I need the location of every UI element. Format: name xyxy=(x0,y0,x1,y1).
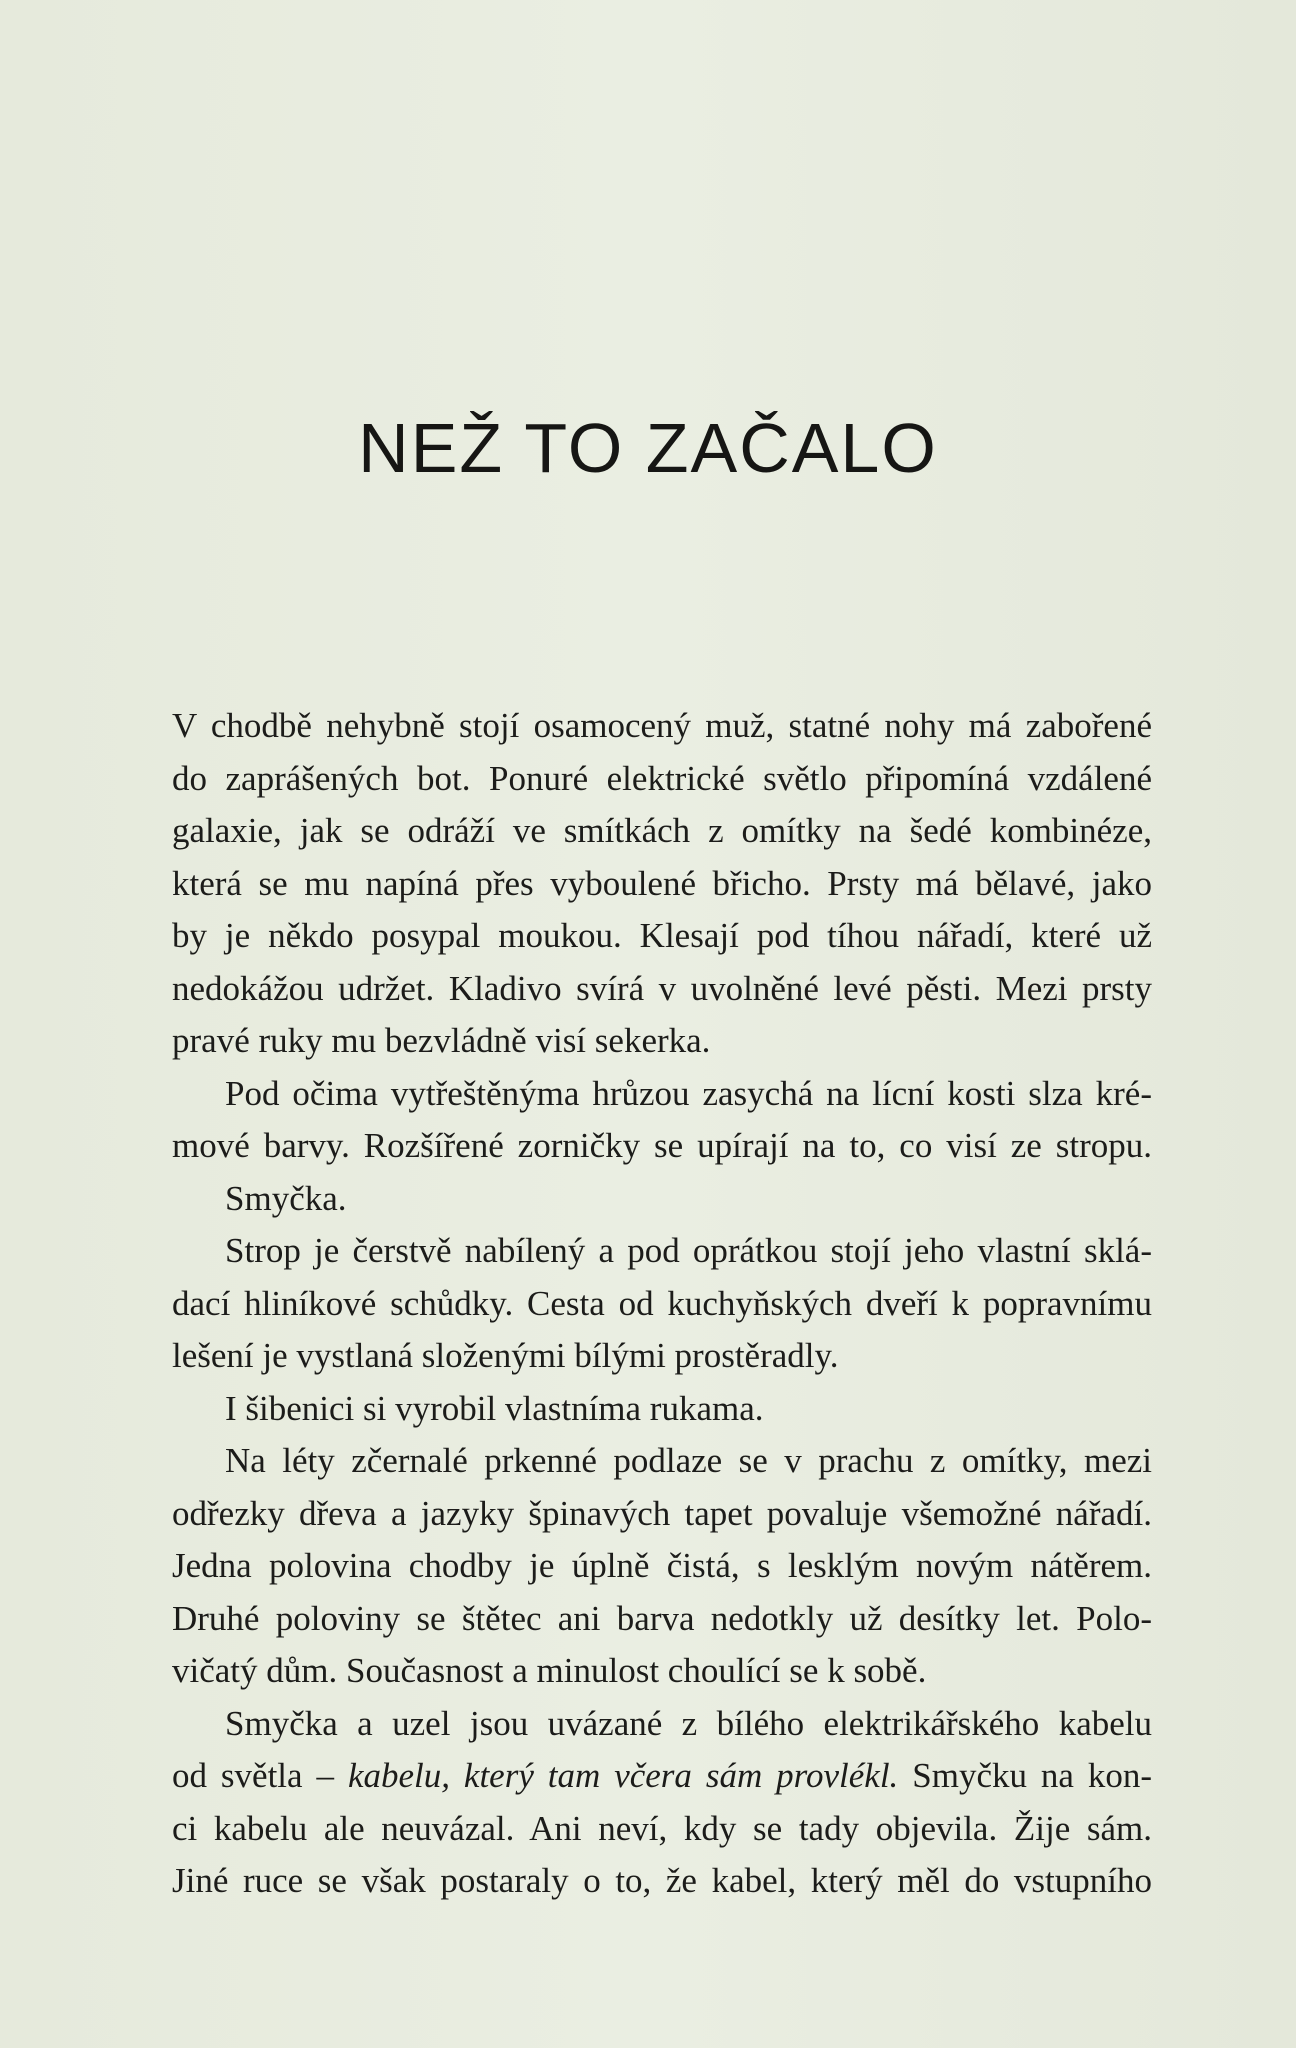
text-line: I šibenici si vyrobil vlastníma rukama. xyxy=(225,1388,764,1428)
text-segment: Smyčku na kon- xyxy=(912,1756,1152,1795)
text-line: pravé ruky mu bezvládně visí sekerka. xyxy=(172,1021,711,1060)
text-line: Strop je čerstvě nabílený a pod oprátkou stojí jeho vlastní sklá- xyxy=(225,1231,1152,1270)
text-line: galaxie, jak se odráží ve smítkách z omítky na šedé kombinéze, xyxy=(172,811,1152,850)
text-line: Pod očima vytřeštěnýma hrůzou zasychá na lícní kosti slza kré- xyxy=(225,1073,1152,1113)
text-line: nedokážou udržet. Kladivo svírá v uvolněné levé pěsti. Mezi prsty xyxy=(172,968,1152,1008)
text-line: Druhé poloviny se štětec ani barva nedotkly už desítky let. Polo- xyxy=(172,1598,1152,1638)
text-line: V chodbě nehybně stojí osamocený muž, statné nohy má zabořené xyxy=(172,706,1152,745)
text-line: do zaprášených bot. Ponuré elektrické světlo připomíná vzdálené xyxy=(172,758,1152,798)
text-line: Smyčka a uzel jsou uvázané z bílého elektrikářského kabelu xyxy=(225,1703,1152,1743)
text-line: by je někdo posypal moukou. Klesají pod tíhou nářadí, které už xyxy=(172,916,1152,955)
text-line: odřezky dřeva a jazyky špinavých tapet povaluje všemožné nářadí. xyxy=(172,1493,1152,1533)
body-text xyxy=(172,700,1152,1908)
text-line: Smyčka. xyxy=(225,1178,347,1218)
text-line: dací hliníkové schůdky. Cesta od kuchyňských dveří k popravnímu xyxy=(172,1283,1152,1323)
chapter-title: NEŽ TO ZAČALO xyxy=(358,409,938,487)
text-line: lešení je vystlaná složenými bílými prostěradly. xyxy=(172,1336,839,1375)
text-line: vičatý dům. Současnost a minulost choulící se k sobě. xyxy=(172,1651,927,1690)
text-line: ci kabelu ale neuvázal. Ani neví, kdy se tady objevila. Žije sám. xyxy=(172,1808,1152,1848)
text-line: mové barvy. Rozšířené zorničky se upírají na to, co visí ze stropu. xyxy=(172,1126,1152,1165)
italic-text: kabelu, který tam včera sám provlékl. xyxy=(347,1756,899,1795)
text-line: Jedna polovina chodby je úplně čistá, s lesklým novým nátěrem. xyxy=(172,1546,1152,1585)
text-line: Jiné ruce se však postaraly o to, že kabel, který měl do vstupního xyxy=(172,1861,1152,1900)
text-line: která se mu napíná přes vyboulené břicho. Prsty má bělavé, jako xyxy=(172,863,1152,903)
text-segment: od světla – xyxy=(172,1756,334,1795)
text-line: Na léty zčernalé prkenné podlaze se v prachu z omítky, mezi xyxy=(225,1441,1152,1480)
text-line-mixed xyxy=(172,1750,1152,1803)
